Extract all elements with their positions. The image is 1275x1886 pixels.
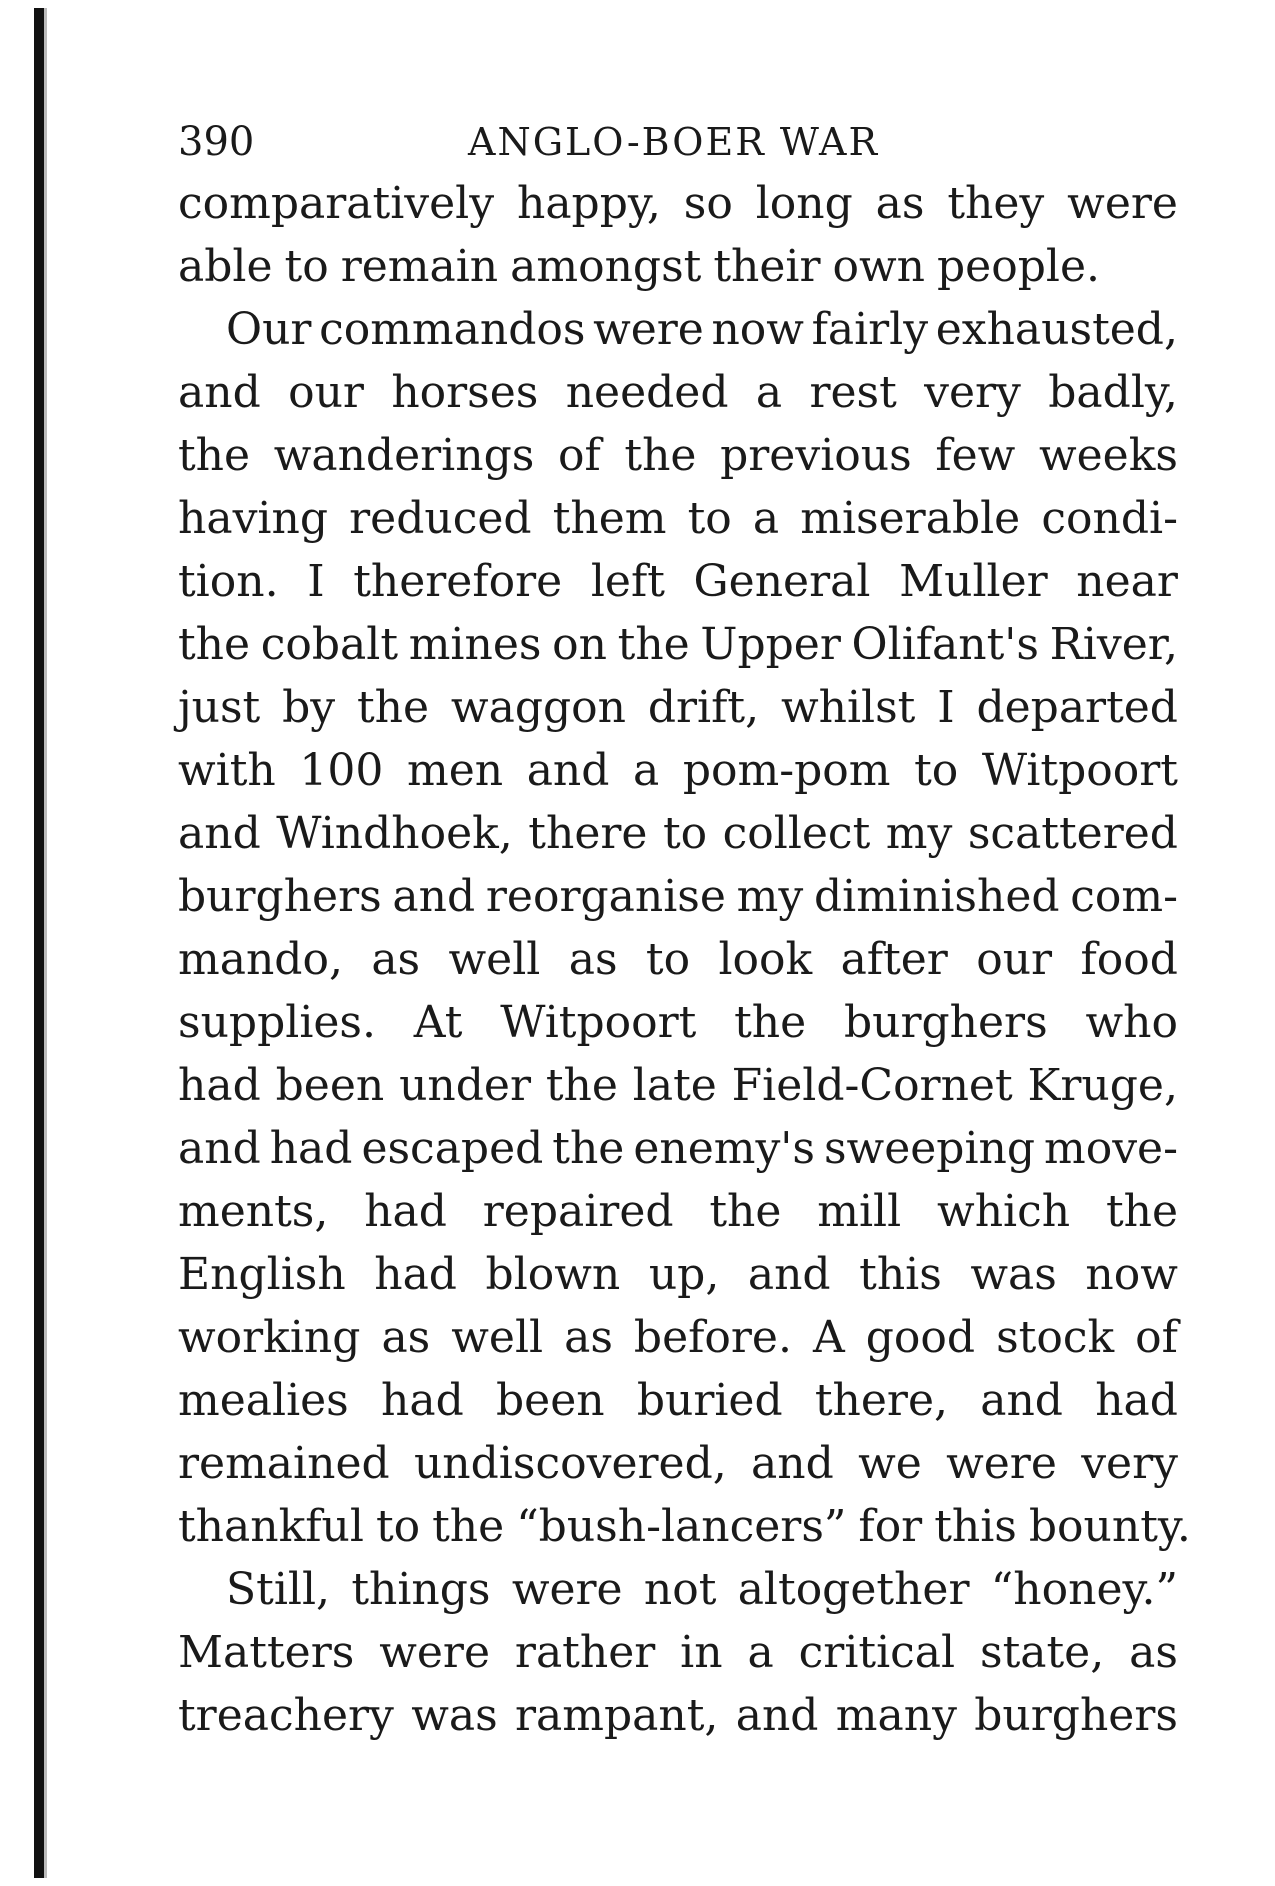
word: Olifant's	[851, 619, 1039, 670]
word: to	[645, 934, 691, 985]
word: people.	[937, 241, 1100, 292]
word: up,	[648, 1249, 720, 1300]
word: as	[568, 934, 618, 985]
word: to	[914, 745, 959, 796]
word: and	[735, 1690, 819, 1741]
word: mill	[817, 1186, 902, 1237]
word: comparatively	[178, 178, 495, 229]
word: were	[946, 1438, 1057, 1489]
word: tion.	[178, 556, 279, 607]
word: were	[511, 1564, 623, 1615]
word: drift,	[647, 682, 760, 733]
word: diminished	[813, 871, 1060, 922]
word: the	[624, 430, 697, 481]
word: 100	[299, 745, 384, 796]
word: as	[371, 934, 421, 985]
word: having	[178, 493, 329, 544]
word: scattered	[967, 808, 1178, 859]
word: now	[711, 304, 804, 355]
word: under	[399, 1060, 531, 1111]
word: very	[924, 367, 1021, 418]
word: rather	[514, 1627, 656, 1678]
word: the	[734, 997, 807, 1048]
word: I	[307, 556, 325, 607]
word: had	[269, 1123, 353, 1174]
word: critical	[798, 1627, 956, 1678]
word: not	[643, 1564, 717, 1615]
word: mealies	[178, 1375, 349, 1426]
word: condi-	[1041, 493, 1178, 544]
word: Kruge,	[1027, 1060, 1178, 1111]
word: fairly	[811, 304, 929, 355]
word: the	[432, 1501, 505, 1552]
word: and	[178, 808, 261, 859]
word: very	[1081, 1438, 1178, 1489]
word: the	[178, 619, 251, 670]
text-line	[178, 739, 1178, 802]
text-line	[178, 928, 1178, 991]
word: Still,	[226, 1564, 331, 1615]
word: who	[1085, 997, 1178, 1048]
word: had	[381, 1375, 464, 1426]
word: was	[970, 1249, 1057, 1300]
word: which	[937, 1186, 1071, 1237]
text-line	[178, 991, 1178, 1054]
word: to	[662, 808, 708, 859]
word: blown	[485, 1249, 621, 1300]
word: A	[812, 1312, 845, 1363]
word: waggon	[450, 682, 626, 733]
word: as	[875, 178, 925, 229]
word: and	[526, 745, 610, 796]
word: were	[379, 1627, 490, 1678]
word: well	[451, 1312, 544, 1363]
word: the	[709, 1186, 782, 1237]
text-line	[178, 802, 1178, 865]
word: had	[178, 1060, 261, 1111]
text-line	[178, 1621, 1178, 1684]
word: many	[835, 1690, 957, 1741]
word: the	[357, 682, 430, 733]
word: to	[687, 493, 732, 544]
word: state,	[980, 1627, 1105, 1678]
word: left	[590, 556, 665, 607]
word: just	[178, 682, 261, 733]
text-line	[178, 1243, 1178, 1306]
word: Upper	[700, 619, 841, 670]
word: badly,	[1048, 367, 1178, 418]
word: a	[752, 493, 780, 544]
word: Windhoek,	[276, 808, 513, 859]
word: burghers	[178, 871, 382, 922]
word: to	[284, 241, 329, 292]
word: thankful	[178, 1501, 364, 1552]
word: few	[935, 430, 1016, 481]
body-text	[178, 172, 1191, 1747]
word: Matters	[178, 1627, 355, 1678]
word: and	[178, 367, 261, 418]
word: the	[178, 430, 251, 481]
word: well	[448, 934, 541, 985]
text-line	[178, 424, 1178, 487]
word: rest	[809, 367, 897, 418]
word: the	[545, 1060, 618, 1111]
word: look	[718, 934, 813, 985]
word: near	[1076, 556, 1178, 607]
word: stock	[996, 1312, 1115, 1363]
word: buried	[636, 1375, 783, 1426]
word: amongst	[510, 241, 702, 292]
word: happy,	[516, 178, 661, 229]
word: com-	[1070, 871, 1178, 922]
word: bounty.	[1028, 1501, 1191, 1552]
word: were	[1067, 178, 1178, 229]
word: so	[683, 178, 733, 229]
text-line	[178, 1117, 1178, 1180]
word: English	[178, 1249, 346, 1300]
text-line	[178, 172, 1178, 235]
word: this	[859, 1249, 942, 1300]
word: a	[747, 1627, 774, 1678]
text-line	[178, 1180, 1178, 1243]
text-line	[178, 1306, 1178, 1369]
word: in	[680, 1627, 723, 1678]
word: enemy's	[633, 1123, 815, 1174]
word: Witpoort	[981, 745, 1178, 796]
word: had	[1095, 1375, 1178, 1426]
word: as	[564, 1312, 613, 1363]
word: our	[976, 934, 1053, 985]
word: supplies.	[178, 997, 376, 1048]
word: late	[632, 1060, 717, 1111]
word: been	[495, 1375, 605, 1426]
word: ments,	[178, 1186, 329, 1237]
word: after	[840, 934, 948, 985]
text-line	[178, 550, 1178, 613]
word: with	[178, 745, 276, 796]
word: and	[747, 1249, 831, 1300]
word: the	[1105, 1186, 1178, 1237]
word: treachery	[178, 1690, 394, 1741]
running-head	[178, 112, 1178, 172]
word: by	[282, 682, 336, 733]
word: working	[178, 1312, 361, 1363]
word: repaired	[482, 1186, 674, 1237]
word: commandos	[319, 304, 586, 355]
word: miserable	[800, 493, 1021, 544]
word: mines	[408, 619, 542, 670]
text-line	[178, 676, 1178, 739]
word: on	[552, 619, 607, 670]
text-line	[178, 298, 1178, 361]
text-line	[178, 1054, 1178, 1117]
word: had	[364, 1186, 447, 1237]
binding-edge	[34, 8, 44, 1878]
word: Our	[226, 304, 312, 355]
word: I	[937, 682, 955, 733]
word: remain	[340, 241, 499, 292]
text-line	[178, 1432, 1178, 1495]
word: At	[413, 997, 463, 1048]
word: Muller	[899, 556, 1048, 607]
word: the	[552, 1123, 625, 1174]
word: and	[392, 871, 476, 922]
word: sweeping	[823, 1123, 1036, 1174]
word: mando,	[178, 934, 343, 985]
word: able	[178, 241, 273, 292]
text-line	[178, 487, 1178, 550]
word: weeks	[1038, 430, 1178, 481]
word: a	[633, 745, 660, 796]
word: needed	[565, 367, 729, 418]
text-line	[178, 1495, 1191, 1558]
page-number: 390	[178, 119, 255, 165]
word: they	[947, 178, 1045, 229]
word: this	[934, 1501, 1017, 1552]
word: cobalt	[260, 619, 399, 670]
word: food	[1080, 934, 1178, 985]
word: we	[858, 1438, 922, 1489]
word: my	[736, 871, 804, 922]
word: their	[713, 241, 821, 292]
text-line	[178, 1369, 1178, 1432]
word: burghers	[843, 997, 1048, 1048]
word: a	[755, 367, 783, 418]
word: things	[351, 1564, 491, 1615]
book-page	[178, 112, 1191, 1747]
word: previous	[720, 430, 912, 481]
word: was	[411, 1690, 498, 1741]
word: now	[1085, 1249, 1178, 1300]
word: horses	[391, 367, 539, 418]
word: of	[1135, 1312, 1178, 1363]
word: move-	[1043, 1123, 1178, 1174]
word: of	[557, 430, 601, 481]
word: own	[832, 241, 926, 292]
word: rampant,	[515, 1690, 719, 1741]
word: remained	[178, 1438, 390, 1489]
word: exhausted,	[935, 304, 1178, 355]
word: undiscovered,	[413, 1438, 727, 1489]
binding-shadow	[44, 8, 47, 1878]
text-line	[178, 613, 1178, 676]
word: reorganise	[485, 871, 726, 922]
word: pom-pom	[682, 745, 891, 796]
word: altogether	[737, 1564, 970, 1615]
word: as	[1129, 1627, 1178, 1678]
word: before.	[633, 1312, 792, 1363]
word: them	[552, 493, 667, 544]
word: were	[593, 304, 704, 355]
word: General	[693, 556, 871, 607]
word: and	[980, 1375, 1063, 1426]
word: burghers	[974, 1690, 1178, 1741]
word: reduced	[349, 493, 532, 544]
word: wanderings	[273, 430, 535, 481]
word: whilst	[780, 682, 916, 733]
word: therefore	[353, 556, 563, 607]
word: our	[288, 367, 364, 418]
word: “honey.”	[990, 1564, 1178, 1615]
word: Field-Cornet	[731, 1060, 1013, 1111]
word: good	[865, 1312, 976, 1363]
word: escaped	[361, 1123, 544, 1174]
text-line	[178, 1684, 1178, 1747]
word: and	[178, 1123, 261, 1174]
running-title: ANGLO-BOER WAR	[468, 120, 880, 164]
word: departed	[976, 682, 1178, 733]
text-line	[178, 865, 1178, 928]
word: there,	[814, 1375, 948, 1426]
word: to	[375, 1501, 421, 1552]
word: River,	[1049, 619, 1178, 670]
word: as	[381, 1312, 431, 1363]
word: long	[755, 178, 853, 229]
word: “bush-lancers”	[516, 1501, 847, 1552]
text-line	[178, 361, 1178, 424]
text-line	[178, 235, 1178, 298]
word: for	[858, 1501, 923, 1552]
word: the	[617, 619, 690, 670]
word: had	[374, 1249, 457, 1300]
word: collect	[722, 808, 871, 859]
word: men	[406, 745, 504, 796]
text-line	[178, 1558, 1178, 1621]
word: Witpoort	[500, 997, 697, 1048]
word: my	[885, 808, 953, 859]
word: been	[275, 1060, 385, 1111]
word: and	[751, 1438, 834, 1489]
word: there	[528, 808, 648, 859]
